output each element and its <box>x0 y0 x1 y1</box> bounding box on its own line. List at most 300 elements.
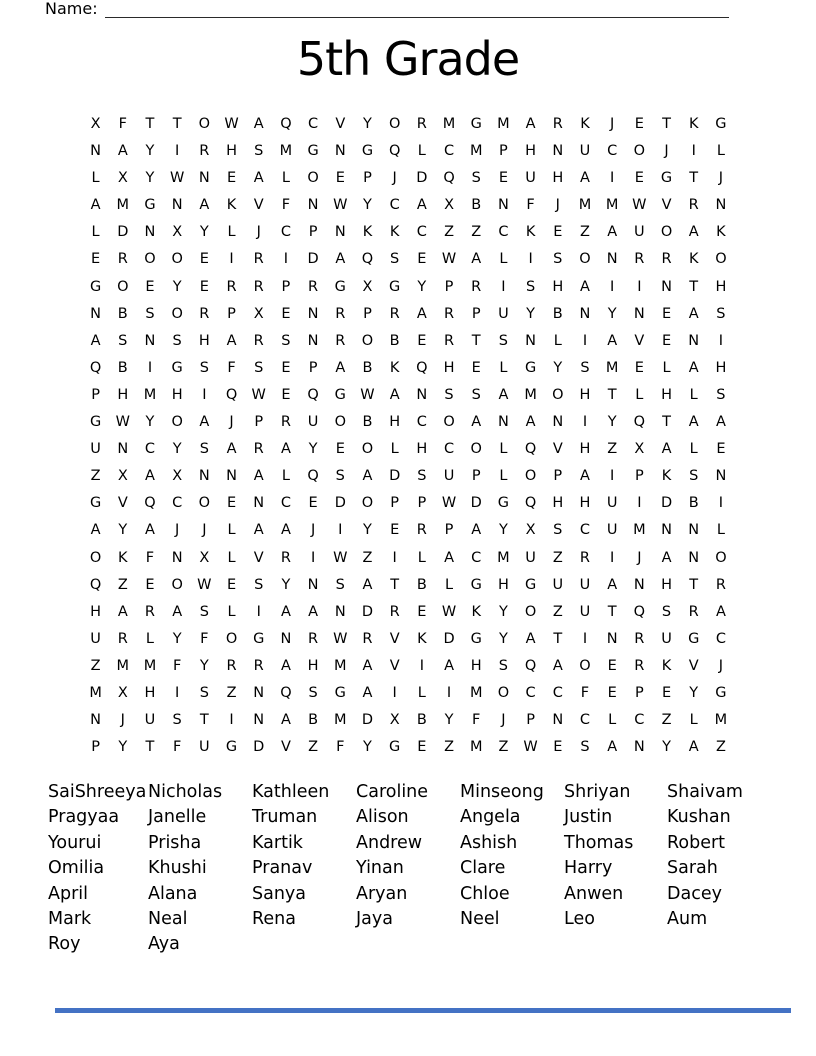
grid-letter: R <box>117 251 128 268</box>
grid-letter: M <box>116 657 130 674</box>
grid-letter: N <box>579 305 591 322</box>
grid-letter: A <box>199 414 210 431</box>
grid-letter: Z <box>607 441 618 458</box>
grid-letter: A <box>280 603 291 620</box>
grid-letter: R <box>308 630 319 647</box>
grid-letter: P <box>634 468 644 485</box>
grid-letter: M <box>578 197 592 214</box>
grid-letter: A <box>525 116 536 132</box>
grid-letter: N <box>280 630 292 647</box>
grid-letter: C <box>607 143 618 160</box>
grid-letter: O <box>361 441 374 458</box>
grid-letter: V <box>661 197 672 214</box>
grid-letter: E <box>634 359 644 376</box>
grid-letter: A <box>362 657 373 674</box>
grid-letter: R <box>634 630 645 647</box>
grid-letter: M <box>334 657 347 674</box>
grid-letter: P <box>308 224 318 241</box>
footer-divider <box>55 1008 791 1013</box>
grid-letter: S <box>254 359 264 376</box>
grid-letter: T <box>390 576 400 593</box>
grid-letter: A <box>90 522 101 539</box>
grid-letter: A <box>117 603 128 620</box>
grid-letter: X <box>253 305 264 322</box>
grid-letter: M <box>633 522 646 539</box>
word-list-item: Yourui <box>48 832 102 853</box>
grid-letter: A <box>688 359 699 376</box>
grid-letter: R <box>253 332 264 349</box>
grid-letter: F <box>200 630 209 647</box>
grid-letter: E <box>661 305 672 322</box>
grid-row <box>82 463 735 490</box>
grid-letter: F <box>580 684 590 701</box>
grid-letter: W <box>632 197 647 214</box>
grid-letter: N <box>552 414 564 431</box>
grid-letter: K <box>580 116 590 132</box>
grid-letter: G <box>253 630 265 647</box>
grid-letter: L <box>227 549 236 566</box>
grid-letter: Y <box>607 414 617 431</box>
grid-letter: L <box>91 224 100 241</box>
grid-letter: G <box>470 576 482 593</box>
grid-letter: S <box>199 441 209 458</box>
grid-letter: J <box>718 170 724 187</box>
grid-letter: R <box>226 657 237 674</box>
grid-letter: G <box>89 414 102 431</box>
grid-letter: F <box>172 657 182 674</box>
grid-letter: O <box>443 414 455 431</box>
grid-letter: A <box>416 305 427 322</box>
grid-letter: P <box>444 278 454 295</box>
grid-letter: N <box>144 332 156 349</box>
grid-letter: G <box>715 684 727 701</box>
grid-letter: A <box>471 522 482 539</box>
grid-letter: Y <box>145 414 155 431</box>
grid-letter: W <box>251 386 266 403</box>
grid-letter: U <box>552 576 564 593</box>
grid-letter: L <box>716 143 725 160</box>
grid-letter: A <box>253 468 264 485</box>
grid-letter: J <box>664 143 669 160</box>
grid-row <box>82 328 735 355</box>
grid-letter: L <box>662 359 671 376</box>
grid-row <box>82 274 735 301</box>
grid-letter: J <box>610 116 615 132</box>
grid-letter: S <box>199 359 209 376</box>
grid-letter: Z <box>308 739 319 756</box>
grid-letter: P <box>471 468 481 485</box>
grid-letter: N <box>633 739 645 756</box>
grid-letter: C <box>634 712 645 729</box>
grid-letter: E <box>634 170 644 187</box>
grid-letter: K <box>525 224 536 241</box>
grid-letter: Y <box>498 603 508 620</box>
grid-letter: A <box>607 739 618 756</box>
grid-letter: H <box>226 143 237 160</box>
grid-letter: H <box>389 414 401 431</box>
grid-letter: L <box>553 332 562 349</box>
grid-letter: A <box>335 359 346 376</box>
grid-letter: O <box>198 116 211 132</box>
grid-letter: Y <box>199 224 209 241</box>
grid-letter: C <box>308 116 319 132</box>
grid-letter: I <box>392 684 397 701</box>
grid-letter: P <box>634 684 644 701</box>
grid-letter: M <box>334 712 347 729</box>
grid-letter: O <box>579 251 591 268</box>
grid-letter: Y <box>199 657 209 674</box>
grid-letter: E <box>226 495 237 512</box>
grid-letter: X <box>525 522 536 539</box>
grid-letter: O <box>388 116 401 132</box>
grid-letter: A <box>253 116 264 132</box>
word-list-item: Kartik <box>252 832 303 853</box>
grid-letter: F <box>145 549 155 566</box>
grid-letter: K <box>362 224 373 241</box>
grid-letter: R <box>280 414 291 431</box>
grid-row <box>82 626 735 653</box>
word-search-grid <box>82 111 735 761</box>
grid-letter: J <box>256 224 261 241</box>
grid-letter: W <box>169 170 185 187</box>
grid-letter: N <box>90 143 102 160</box>
grid-letter: S <box>553 522 563 539</box>
grid-letter: J <box>392 170 397 187</box>
grid-letter: N <box>90 305 102 322</box>
grid-letter: L <box>227 522 236 539</box>
grid-letter: S <box>172 712 182 729</box>
grid-letter: T <box>471 332 481 349</box>
grid-letter: O <box>361 495 374 512</box>
grid-letter: N <box>253 712 265 729</box>
grid-letter: S <box>390 251 400 268</box>
grid-letter: W <box>224 116 239 132</box>
grid-letter: A <box>471 251 482 268</box>
grid-letter: B <box>117 305 128 322</box>
grid-letter: B <box>688 495 699 512</box>
grid-letter: C <box>443 143 455 160</box>
grid-letter: R <box>389 305 400 322</box>
grid-letter: L <box>499 251 508 268</box>
grid-letter: O <box>579 657 591 674</box>
grid-letter: H <box>117 386 129 403</box>
grid-letter: Y <box>363 116 372 132</box>
grid-row <box>82 707 735 734</box>
grid-letter: E <box>607 684 617 701</box>
grid-letter: Y <box>172 278 182 295</box>
grid-letter: A <box>607 332 618 349</box>
grid-letter: X <box>362 278 373 295</box>
grid-letter: Y <box>145 143 155 160</box>
grid-letter: H <box>661 576 672 593</box>
grid-letter: A <box>280 657 291 674</box>
grid-letter: H <box>661 386 672 403</box>
grid-letter: O <box>361 332 374 349</box>
grid-letter: U <box>498 305 509 322</box>
grid-letter: U <box>579 143 591 160</box>
grid-letter: G <box>497 495 510 512</box>
grid-letter: A <box>90 332 101 349</box>
grid-letter: A <box>117 143 128 160</box>
word-list-item: Thomas <box>564 832 634 853</box>
word-list-column <box>252 780 356 958</box>
grid-letter: X <box>634 441 645 458</box>
grid-letter: Q <box>633 603 646 620</box>
grid-letter: V <box>117 495 128 512</box>
word-list-item: Anwen <box>564 883 624 904</box>
grid-letter: R <box>688 603 699 620</box>
grid-letter: B <box>416 576 427 593</box>
grid-letter: I <box>610 170 615 187</box>
grid-row <box>82 246 735 273</box>
grid-letter: X <box>172 224 183 241</box>
grid-letter: S <box>335 576 345 593</box>
grid-letter: P <box>471 305 481 322</box>
grid-letter: M <box>605 197 619 214</box>
grid-letter: A <box>90 197 101 214</box>
grid-letter: E <box>335 170 345 187</box>
grid-letter: L <box>417 143 426 160</box>
grid-letter: Q <box>416 359 428 376</box>
grid-letter: R <box>634 251 645 268</box>
grid-letter: K <box>688 251 699 268</box>
grid-letter: I <box>147 359 153 376</box>
grid-letter: M <box>605 359 619 376</box>
grid-row <box>82 545 735 572</box>
grid-letter: O <box>715 549 727 566</box>
word-list-item: Dacey <box>667 883 722 904</box>
grid-letter: T <box>553 630 563 647</box>
grid-letter: I <box>528 251 533 268</box>
grid-letter: A <box>253 522 264 539</box>
grid-letter: R <box>389 603 400 620</box>
grid-letter: M <box>497 549 510 566</box>
grid-letter: L <box>689 712 698 729</box>
grid-letter: R <box>416 116 427 132</box>
grid-letter: N <box>117 441 129 458</box>
grid-letter: A <box>688 224 699 241</box>
grid-letter: W <box>115 414 130 431</box>
word-list-item: Rena <box>252 909 296 930</box>
grid-letter: E <box>145 278 155 295</box>
name-blank-line <box>105 2 729 18</box>
grid-letter: N <box>661 278 672 295</box>
grid-letter: I <box>637 278 642 295</box>
grid-letter: E <box>553 224 563 241</box>
grid-letter: R <box>688 197 699 214</box>
word-list-item: Ashish <box>460 832 518 853</box>
grid-letter: S <box>580 739 590 756</box>
grid-letter: L <box>227 224 236 241</box>
grid-letter: B <box>308 712 319 729</box>
grid-letter: G <box>89 278 102 295</box>
grid-letter: J <box>202 522 207 539</box>
grid-letter: S <box>335 468 345 485</box>
grid-letter: I <box>446 684 452 701</box>
grid-letter: R <box>443 305 455 322</box>
word-list-item: Neel <box>460 909 500 930</box>
grid-letter: E <box>607 657 617 674</box>
grid-letter: G <box>688 630 700 647</box>
grid-letter: N <box>525 332 537 349</box>
grid-letter: A <box>580 170 590 187</box>
grid-letter: E <box>281 386 291 403</box>
grid-letter: S <box>716 305 726 322</box>
grid-letter: U <box>579 603 591 620</box>
grid-letter: S <box>498 657 509 674</box>
grid-letter: L <box>444 576 454 593</box>
grid-letter: Y <box>498 522 508 539</box>
grid-letter: Y <box>363 739 372 756</box>
grid-letter: W <box>523 739 538 756</box>
grid-letter: S <box>199 684 209 701</box>
word-list-item: Sarah <box>667 858 718 879</box>
grid-letter: I <box>691 143 696 160</box>
grid-letter: W <box>441 251 457 268</box>
grid-letter: A <box>688 739 699 756</box>
grid-letter: N <box>307 576 319 593</box>
grid-letter: Y <box>689 684 699 701</box>
grid-letter: V <box>253 197 264 214</box>
word-list-item: Minseong <box>460 782 544 802</box>
grid-letter: I <box>501 278 506 295</box>
grid-letter: V <box>634 332 645 349</box>
grid-letter: Z <box>444 739 454 756</box>
grid-letter: A <box>715 603 726 620</box>
grid-letter: M <box>116 197 130 214</box>
grid-letter: A <box>280 712 291 729</box>
grid-letter: T <box>689 576 699 593</box>
grid-letter: E <box>281 359 291 376</box>
grid-letter: E <box>335 441 345 458</box>
word-list-item: Andrew <box>356 832 423 853</box>
word-list-item: Harry <box>564 858 613 879</box>
grid-letter: L <box>227 603 236 620</box>
grid-letter: Q <box>388 143 401 160</box>
grid-letter: T <box>607 603 617 620</box>
grid-letter: S <box>553 251 563 268</box>
grid-letter: A <box>362 684 373 701</box>
grid-letter: O <box>89 549 102 566</box>
grid-letter: X <box>199 549 210 566</box>
grid-letter: Z <box>661 712 672 729</box>
grid-letter: U <box>579 576 591 593</box>
grid-letter: X <box>117 684 128 701</box>
grid-letter: G <box>144 197 156 214</box>
grid-letter: V <box>253 549 264 566</box>
grid-letter: H <box>525 143 537 160</box>
grid-letter: N <box>198 170 210 187</box>
word-list-item: Sanya <box>252 883 307 904</box>
grid-letter: D <box>416 170 428 187</box>
grid-letter: B <box>471 197 482 214</box>
grid-letter: A <box>308 603 319 620</box>
grid-letter: A <box>280 522 291 539</box>
grid-letter: C <box>579 712 591 729</box>
grid-letter: N <box>307 197 319 214</box>
grid-letter: A <box>389 386 400 403</box>
grid-letter: U <box>606 522 618 539</box>
grid-letter: X <box>117 468 128 485</box>
grid-letter: G <box>470 116 482 132</box>
word-list-item: Yinan <box>356 858 404 879</box>
grid-letter: K <box>417 630 427 647</box>
grid-letter: U <box>90 630 101 647</box>
grid-letter: U <box>199 739 210 756</box>
grid-letter: K <box>389 359 400 376</box>
grid-letter: G <box>225 739 238 756</box>
grid-letter: Q <box>307 386 319 403</box>
grid-letter: I <box>338 522 343 539</box>
grid-letter: B <box>117 359 128 376</box>
grid-letter: E <box>498 170 508 187</box>
grid-letter: O <box>144 251 156 268</box>
grid-letter: P <box>254 414 264 431</box>
grid-letter: E <box>226 576 237 593</box>
word-list-column <box>48 780 148 958</box>
grid-row <box>82 653 735 680</box>
grid-letter: N <box>253 684 265 701</box>
grid-letter: H <box>144 684 156 701</box>
grid-letter: V <box>335 116 346 132</box>
grid-letter: Y <box>172 441 182 458</box>
grid-letter: T <box>662 414 671 431</box>
grid-letter: Y <box>172 630 182 647</box>
grid-letter: K <box>118 549 128 566</box>
word-list-column <box>356 780 460 958</box>
grid-letter: E <box>634 116 644 132</box>
grid-letter: S <box>281 332 291 349</box>
grid-letter: L <box>499 441 508 458</box>
grid-letter: V <box>280 739 291 756</box>
word-list-item: Roy <box>48 934 81 955</box>
word-list-item: Pranav <box>252 858 313 879</box>
grid-letter: Z <box>117 576 128 593</box>
grid-letter: Z <box>362 549 373 566</box>
grid-letter: E <box>661 684 672 701</box>
grid-letter: D <box>389 468 401 485</box>
grid-letter: I <box>392 549 397 566</box>
grid-letter: N <box>171 549 183 566</box>
word-list-item: Angela <box>460 807 521 828</box>
grid-letter: N <box>334 224 346 241</box>
grid-letter: R <box>471 278 482 295</box>
grid-row <box>82 192 735 219</box>
grid-letter: Z <box>90 657 101 674</box>
grid-letter: F <box>526 197 535 214</box>
grid-letter: M <box>497 116 510 132</box>
grid-letter: A <box>580 278 590 295</box>
word-list-item: Robert <box>667 832 726 853</box>
grid-letter: I <box>256 603 261 620</box>
grid-letter: Q <box>280 116 292 132</box>
grid-letter: E <box>308 495 318 512</box>
grid-letter: S <box>689 468 699 485</box>
grid-letter: R <box>117 630 128 647</box>
puzzle-title: 5th Grade <box>296 32 520 86</box>
grid-letter: A <box>226 332 237 349</box>
grid-letter: C <box>144 441 156 458</box>
grid-letter: E <box>417 251 427 268</box>
grid-letter: U <box>525 549 536 566</box>
grid-letter: K <box>389 224 400 241</box>
grid-letter: A <box>444 657 454 674</box>
grid-letter: L <box>689 386 698 403</box>
grid-letter: H <box>579 386 591 403</box>
grid-letter: S <box>580 359 590 376</box>
word-list-column <box>667 780 743 958</box>
grid-letter: E <box>417 603 427 620</box>
